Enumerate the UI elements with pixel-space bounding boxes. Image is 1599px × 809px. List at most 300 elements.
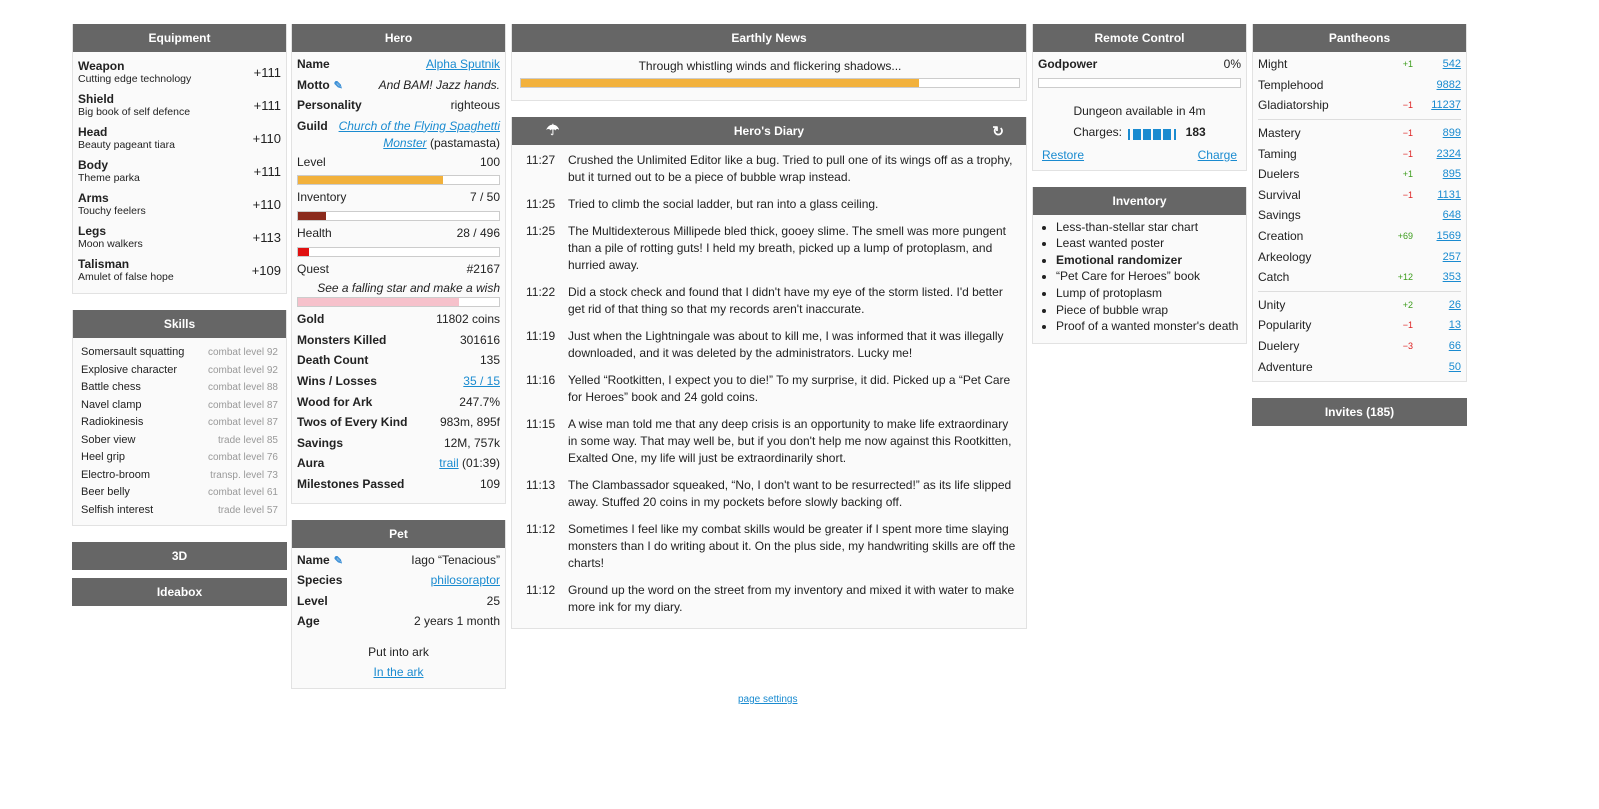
skill-level: combat level 61 xyxy=(207,487,278,498)
pantheon-rank xyxy=(1413,271,1461,283)
hero-stat-value: 983m, 895f xyxy=(439,415,500,430)
guild-label: Guild xyxy=(297,118,328,133)
diary-entry xyxy=(512,372,1026,406)
pet-ark-link[interactable]: In the ark xyxy=(373,664,424,679)
inventory-bar-fill xyxy=(298,212,326,220)
skill-item xyxy=(78,484,281,502)
equipment-slot: Body xyxy=(78,158,108,172)
aura-row xyxy=(297,455,500,476)
aura-time: (01:39) xyxy=(461,456,500,471)
news-bar-fill xyxy=(521,79,919,87)
charges-label: Charges: xyxy=(1073,124,1122,139)
pantheon-rank-link[interactable]: 2324 xyxy=(1436,147,1461,160)
pantheon-name: Savings xyxy=(1258,208,1301,223)
hero-stat-label: Death Count xyxy=(297,353,369,368)
pantheon-row xyxy=(1258,295,1461,316)
hero-name-link[interactable]: Alpha Sputnik xyxy=(425,57,500,71)
hero-stat-value: 247.7% xyxy=(459,394,500,409)
pantheon-delta: −1 xyxy=(1402,320,1413,331)
motto-label: Motto xyxy=(297,77,330,92)
inventory-header[interactable]: Inventory xyxy=(1033,187,1246,215)
pantheon-row xyxy=(1258,356,1461,377)
hero-stat-row xyxy=(297,435,500,456)
inventory-item[interactable]: • Piece of bubble wrap xyxy=(1056,302,1241,319)
pantheon-rank-link[interactable]: 1569 xyxy=(1436,230,1461,243)
news-text: Through whistling winds and flickering shadows... xyxy=(638,59,902,73)
hero-block xyxy=(291,24,506,504)
remote-header[interactable]: Remote Control xyxy=(1033,24,1246,52)
aura-link[interactable]: trail xyxy=(439,456,459,471)
health-label: Health xyxy=(297,225,332,240)
personality-label: Personality xyxy=(297,98,362,113)
diary-text: Ground up the word on the street from my inventory and mixed it with water to make more ink for my diary. xyxy=(568,583,1015,614)
inventory-bar xyxy=(297,211,500,221)
pantheon-name: Might xyxy=(1258,57,1288,72)
equipment-bonus: +111 xyxy=(253,65,281,80)
pantheon-name: Popularity xyxy=(1258,318,1312,333)
news-block xyxy=(511,24,1027,101)
skill-item xyxy=(78,449,281,467)
health-value: 28 / 496 xyxy=(456,225,500,240)
umbrella-icon[interactable]: ☂ xyxy=(546,122,560,139)
hero-stat-label: Wood for Ark xyxy=(297,394,373,409)
diary-title: Hero's Diary xyxy=(733,124,805,138)
pantheon-row xyxy=(1258,336,1461,357)
remote-block xyxy=(1032,24,1247,171)
equipment-bonus: +111 xyxy=(253,164,281,179)
center-column xyxy=(511,24,1027,645)
hero-header[interactable]: Hero xyxy=(292,24,505,52)
equipment-bonus: +113 xyxy=(252,230,281,245)
hero-stat-value: 12M, 757k xyxy=(443,435,500,450)
diary-time: 11:19 xyxy=(526,329,556,343)
skill-name: Navel clamp xyxy=(81,398,142,411)
hero-stat-row xyxy=(297,394,500,415)
equipment-block xyxy=(72,24,287,294)
skill-name: Heel grip xyxy=(81,451,126,463)
diary-entry xyxy=(512,223,1026,274)
pantheon-rank xyxy=(1413,148,1461,160)
diary-text: The Multidexterous Millipede bled thick, gooey slime. The smell was more pungent than a pile of rotting guts! I held my breath, picked up a lump of protoplasm, and hurried away. xyxy=(568,224,1006,272)
pantheon-rank-link[interactable]: 11237 xyxy=(1431,99,1461,112)
skill-name: Sober view xyxy=(81,433,136,446)
health-row xyxy=(297,225,500,246)
hero-motto: And BAM! Jazz hands. xyxy=(378,77,500,92)
pantheon-row xyxy=(1258,246,1461,267)
level-bar xyxy=(297,175,500,185)
pet-age-label: Age xyxy=(297,614,320,629)
diary-time: 11:16 xyxy=(526,373,556,387)
skill-level: transp. level 73 xyxy=(210,469,278,481)
inventory-value: 7 / 50 xyxy=(469,190,500,205)
pet-level-label: Level xyxy=(297,593,328,608)
pantheon-row xyxy=(1258,95,1461,116)
equipment-name: Beauty pageant tiara xyxy=(78,139,175,151)
pantheon-rank-link[interactable]: 895 xyxy=(1442,168,1461,181)
equipment-item[interactable] xyxy=(78,155,281,188)
equipment-name: Theme parka xyxy=(78,172,140,184)
diary-text: A wise man told me that any deep crisis is an opportunity to make life extraordinary in some way. That may well be, but if you don't help me now against this Rootkitten, Exalted One, my life will just be extraordinarily short. xyxy=(568,417,1012,465)
hero-stat-row xyxy=(297,414,500,435)
pantheon-rank-link[interactable]: 13 xyxy=(1448,319,1461,332)
pantheon-row xyxy=(1258,54,1461,75)
pantheon-delta: +12 xyxy=(1397,272,1413,283)
pantheon-row xyxy=(1258,315,1461,336)
ideabox-button[interactable]: Ideabox xyxy=(72,578,287,606)
pantheon-row xyxy=(1258,123,1461,144)
dungeon-status: Dungeon available in 4m xyxy=(1073,103,1206,118)
pantheon-row xyxy=(1258,185,1461,206)
pantheon-rank xyxy=(1413,209,1461,221)
milestones-label: Milestones Passed xyxy=(297,476,405,491)
skills-block xyxy=(72,310,287,526)
pantheon-row xyxy=(1258,226,1461,247)
pantheon-rank xyxy=(1413,58,1461,70)
inventory-item[interactable]: • Lump of protoplasm xyxy=(1056,285,1241,302)
invites-button[interactable]: Invites (185) xyxy=(1252,398,1467,426)
milestones-row xyxy=(297,476,500,497)
inventory-block xyxy=(1032,187,1247,344)
pantheon-name: Catch xyxy=(1258,270,1290,285)
equipment-item[interactable] xyxy=(78,221,281,254)
hero-stat-label: Savings xyxy=(297,435,344,450)
diary-text: Yelled “Rootkitten, I expect you to die!” To my surprise, it did. Picked up a “Pet Care for Heroes” book and 24 gold coins. xyxy=(568,373,1011,404)
pantheon-name: Gladiatorship xyxy=(1258,98,1329,113)
pantheon-delta: +69 xyxy=(1397,231,1413,242)
pantheon-row xyxy=(1258,164,1461,185)
charge-link[interactable]: Charge xyxy=(1197,147,1237,162)
pantheon-rank xyxy=(1413,189,1461,201)
restore-link[interactable]: Restore xyxy=(1042,147,1085,162)
milestones-value: 109 xyxy=(479,476,500,491)
left-column xyxy=(72,24,287,614)
diary-time: 11:25 xyxy=(526,224,556,238)
skill-name: Radiokinesis xyxy=(81,416,144,428)
diary-time: 11:12 xyxy=(526,522,556,536)
skill-item xyxy=(78,379,281,397)
pantheon-rank-link[interactable]: 899 xyxy=(1442,127,1461,140)
equipment-name: Big book of self defence xyxy=(78,106,191,118)
skill-level: combat level 92 xyxy=(207,347,278,358)
equipment-name: Cutting edge technology xyxy=(78,73,192,85)
pantheon-delta: −1 xyxy=(1402,189,1413,200)
hero-stat-value: 135 xyxy=(479,353,500,368)
pantheon-name: Mastery xyxy=(1258,126,1301,141)
pantheon-name: Taming xyxy=(1258,146,1297,161)
pet-level-row xyxy=(297,593,500,614)
diary-block xyxy=(511,117,1027,629)
skill-level: trade level 85 xyxy=(217,434,278,446)
pantheons-header[interactable]: Pantheons xyxy=(1253,24,1466,52)
hero-stat-row xyxy=(297,332,500,353)
pantheon-delta: −1 xyxy=(1402,128,1413,139)
hero-stat-row xyxy=(297,311,500,332)
equipment-item[interactable] xyxy=(78,89,281,122)
hero-stat-row xyxy=(297,352,500,373)
pantheon-row xyxy=(1258,143,1461,164)
diary-header[interactable] xyxy=(512,117,1026,145)
pantheon-delta: +2 xyxy=(1402,299,1413,310)
equipment-item-info xyxy=(78,192,146,217)
pantheon-row xyxy=(1258,205,1461,226)
news-header[interactable]: Earthly News xyxy=(512,24,1026,52)
pantheon-rank xyxy=(1413,299,1461,311)
pet-header[interactable]: Pet xyxy=(292,520,505,548)
level-row xyxy=(297,154,500,175)
pantheon-delta: −1 xyxy=(1402,148,1413,159)
diary-entry xyxy=(512,196,1026,213)
diary-list xyxy=(512,145,1026,628)
wins-link[interactable]: 35 / 15 xyxy=(463,373,500,388)
hero-stat-label: Twos of Every Kind xyxy=(297,415,408,430)
pantheon-name: Adventure xyxy=(1258,359,1313,374)
godpower-value: 0% xyxy=(1223,57,1241,71)
pantheon-separator xyxy=(1258,291,1461,292)
skill-level: combat level 87 xyxy=(207,417,278,428)
equipment-item[interactable] xyxy=(78,56,281,89)
pencil-icon[interactable]: ✎ xyxy=(333,554,343,567)
pantheon-rank-link[interactable]: 257 xyxy=(1442,250,1461,263)
pet-level: 25 xyxy=(486,593,500,608)
pantheon-delta: −1 xyxy=(1402,100,1413,111)
pencil-icon[interactable]: ✎ xyxy=(333,79,343,92)
equipment-slot: Shield xyxy=(78,92,115,106)
pet-status: Put into ark xyxy=(368,644,429,659)
inventory-item[interactable]: • Emotional randomizer xyxy=(1056,252,1241,269)
skill-item xyxy=(78,414,281,432)
pantheon-name: Duelers xyxy=(1258,167,1300,182)
aura-label: Aura xyxy=(297,456,325,471)
skill-level: trade level 57 xyxy=(217,504,278,516)
diary-text: The Clambassador squeaked, “No, I don't want to be resurrected!” as its life slipped away. Stuffed 20 coins in my pockets before slowly backing off. xyxy=(568,478,1012,509)
guild-rank: (pastamasta) xyxy=(429,135,500,150)
equipment-item-info xyxy=(78,93,190,118)
pantheons-column xyxy=(1252,24,1467,426)
pantheon-rank xyxy=(1413,127,1461,139)
personality-value: righteous xyxy=(450,98,500,113)
pantheon-name: Creation xyxy=(1258,229,1304,244)
quest-label: Quest xyxy=(297,261,330,276)
health-bar xyxy=(297,247,500,257)
pantheon-rank-link[interactable]: 9882 xyxy=(1436,78,1461,91)
godpower-bar xyxy=(1038,78,1241,88)
hero-stat-label: Monsters Killed xyxy=(297,332,387,347)
level-value: 100 xyxy=(479,154,500,169)
skill-item xyxy=(78,432,281,450)
pantheon-rank xyxy=(1413,99,1461,111)
equipment-name: Moon walkers xyxy=(78,238,143,250)
skill-level: combat level 92 xyxy=(207,364,278,376)
pantheon-rank-link[interactable]: 50 xyxy=(1448,360,1461,373)
equipment-header[interactable]: Equipment xyxy=(73,24,286,52)
quest-text: See a falling star and make a wish xyxy=(317,281,500,296)
pantheon-row xyxy=(1258,267,1461,288)
personality-row xyxy=(297,97,500,118)
skill-item xyxy=(78,502,281,520)
skill-name: Somersault squatting xyxy=(81,346,185,358)
inventory-item[interactable]: • Less-than-stellar star chart xyxy=(1056,219,1241,236)
pantheon-rank xyxy=(1413,319,1461,331)
hero-name-row xyxy=(297,56,500,77)
pantheon-rank-link[interactable]: 353 xyxy=(1442,271,1461,284)
hero-motto-row xyxy=(297,77,500,98)
equipment-item-info xyxy=(78,126,175,151)
equipment-bonus: +110 xyxy=(252,131,281,146)
pet-species-label: Species xyxy=(297,573,343,588)
pantheon-name: Templehood xyxy=(1258,77,1324,92)
equipment-list xyxy=(73,52,286,293)
skill-name: Battle chess xyxy=(81,381,141,393)
pantheon-rank xyxy=(1413,340,1461,352)
diary-text: Sometimes I feel like my combat skills would be greater if I spent more time slaying monsters than I do writing about it. On the plus side, my handwriting skills are off the charts! xyxy=(568,522,1016,570)
diary-time: 11:15 xyxy=(526,417,556,431)
3d-button[interactable]: 3D xyxy=(72,542,287,570)
pantheon-rank xyxy=(1413,168,1461,180)
inventory-row xyxy=(297,189,500,210)
charges-row xyxy=(1038,122,1241,142)
skill-item xyxy=(78,397,281,415)
hero-stat-value: 301616 xyxy=(459,332,500,347)
pantheon-name: Unity xyxy=(1258,297,1286,312)
pantheon-rank-link[interactable]: 1131 xyxy=(1437,188,1461,201)
skill-name: Explosive character xyxy=(81,363,177,376)
guild-row xyxy=(297,118,500,152)
refresh-icon[interactable]: ↻ xyxy=(992,123,1004,139)
skill-level: combat level 76 xyxy=(207,452,278,463)
godpower-label: Godpower xyxy=(1038,57,1098,71)
equipment-bonus: +109 xyxy=(251,263,281,278)
pantheon-delta: +1 xyxy=(1402,59,1413,70)
pet-block xyxy=(291,520,506,689)
quest-number: #2167 xyxy=(466,261,500,276)
equipment-item-info xyxy=(78,225,143,250)
wins-label: Wins / Losses xyxy=(297,373,377,388)
skill-name: Selfish interest xyxy=(81,503,154,516)
pantheon-rank xyxy=(1413,251,1461,263)
equipment-item-info xyxy=(78,60,191,85)
equipment-item[interactable] xyxy=(78,122,281,155)
pantheon-name: Duelery xyxy=(1258,339,1300,354)
diary-entry xyxy=(512,284,1026,318)
diary-time: 11:22 xyxy=(526,285,556,299)
pet-species-link[interactable]: philosoraptor xyxy=(430,573,500,588)
pantheon-row xyxy=(1258,75,1461,96)
equipment-slot: Arms xyxy=(78,191,109,205)
diary-text: Did a stock check and found that I didn't have my eye of the storm listed. I'd better get rid of that thing so that my records aren't inaccurate. xyxy=(568,285,1003,316)
pantheon-rank xyxy=(1413,79,1461,91)
pantheon-rank-link[interactable]: 66 xyxy=(1448,340,1461,353)
skills-list xyxy=(73,338,286,525)
diary-entry xyxy=(512,477,1026,511)
pantheon-rank-link[interactable]: 542 xyxy=(1442,58,1461,71)
charges-bar xyxy=(1128,126,1176,137)
equipment-slot: Legs xyxy=(78,224,107,238)
pantheon-name: Survival xyxy=(1258,187,1301,202)
equipment-item[interactable] xyxy=(78,188,281,221)
equipment-name: Amulet of false hope xyxy=(78,271,174,283)
hero-stat-value: 11802 coins xyxy=(436,312,500,327)
diary-time: 11:12 xyxy=(526,583,556,597)
level-label: Level xyxy=(297,154,326,169)
diary-entry xyxy=(512,328,1026,362)
diary-entry xyxy=(512,521,1026,572)
equipment-item-info xyxy=(78,258,174,283)
diary-text: Just when the Lightningale was about to kill me, I was informed that it was illegally downloaded, and it was deleted by the administrators. Lucky me! xyxy=(568,329,1004,360)
diary-text: Tried to climb the social ladder, but ran into a glass ceiling. xyxy=(568,197,879,211)
quest-bar xyxy=(297,297,500,307)
pantheon-rank-link[interactable]: 648 xyxy=(1442,209,1461,222)
right-column xyxy=(1032,24,1247,360)
pantheon-delta: +1 xyxy=(1402,169,1413,180)
charges-value: 183 xyxy=(1185,124,1206,139)
pantheon-separator xyxy=(1258,119,1461,120)
godpower-row xyxy=(1038,56,1241,77)
hero-column xyxy=(291,24,506,705)
skill-item xyxy=(78,344,281,362)
pet-name-label: Name xyxy=(297,552,330,567)
pantheons-block xyxy=(1252,24,1467,382)
diary-text: Crushed the Unlimited Editor like a bug. Tried to pull one of its wings off as a trophy, but it turned out to be a piece of bubble wrap instead. xyxy=(568,153,1013,184)
equipment-bonus: +110 xyxy=(252,197,281,212)
inventory-item[interactable]: • “Pet Care for Heroes” book xyxy=(1056,268,1241,285)
skill-item xyxy=(78,467,281,485)
inventory-item[interactable]: • Proof of a wanted monster's death xyxy=(1056,318,1241,335)
equipment-slot: Weapon xyxy=(78,59,125,73)
guild-link[interactable]: Church of the Flying Spaghetti Monster xyxy=(338,118,500,150)
equipment-name: Touchy feelers xyxy=(78,205,146,217)
equipment-item[interactable] xyxy=(78,254,281,287)
hero-name-label: Name xyxy=(297,57,330,71)
skill-level: combat level 87 xyxy=(207,399,278,411)
pantheon-rank-link[interactable]: 26 xyxy=(1448,298,1461,311)
level-bar-fill xyxy=(298,176,443,184)
pet-age: 2 years 1 month xyxy=(413,614,500,629)
equipment-bonus: +111 xyxy=(253,98,281,113)
diary-entry xyxy=(512,416,1026,467)
pantheon-delta: −3 xyxy=(1402,341,1413,352)
pantheon-name: Arkeology xyxy=(1258,249,1312,264)
pet-name-row xyxy=(297,552,500,573)
diary-time: 11:27 xyxy=(526,153,556,167)
equipment-slot: Talisman xyxy=(78,257,130,271)
skills-header[interactable]: Skills xyxy=(73,310,286,338)
pantheon-rank xyxy=(1413,230,1461,242)
equipment-slot: Head xyxy=(78,125,108,139)
quest-bar-fill xyxy=(298,298,459,306)
page-settings-link[interactable]: page settings xyxy=(738,694,798,705)
pantheons-list xyxy=(1253,52,1466,381)
pet-species-row xyxy=(297,572,500,593)
inventory-item[interactable]: • Least wanted poster xyxy=(1056,235,1241,252)
pantheon-rank xyxy=(1413,361,1461,373)
wins-row xyxy=(297,373,500,394)
inventory-label: Inventory xyxy=(297,190,347,205)
quest-row xyxy=(297,261,500,282)
hero-stat-label: Gold xyxy=(297,312,325,327)
news-bar xyxy=(520,78,1020,88)
pet-age-row xyxy=(297,613,500,634)
equipment-item-info xyxy=(78,159,140,184)
health-bar-fill xyxy=(298,248,309,256)
diary-time: 11:25 xyxy=(526,197,556,211)
pet-name: Iago “Tenacious” xyxy=(411,552,500,567)
skill-name: Electro-broom xyxy=(81,468,151,481)
diary-entry xyxy=(512,582,1026,616)
diary-time: 11:13 xyxy=(526,478,556,492)
skill-level: combat level 88 xyxy=(207,382,278,393)
skill-name: Beer belly xyxy=(81,486,130,498)
diary-entry xyxy=(512,152,1026,186)
